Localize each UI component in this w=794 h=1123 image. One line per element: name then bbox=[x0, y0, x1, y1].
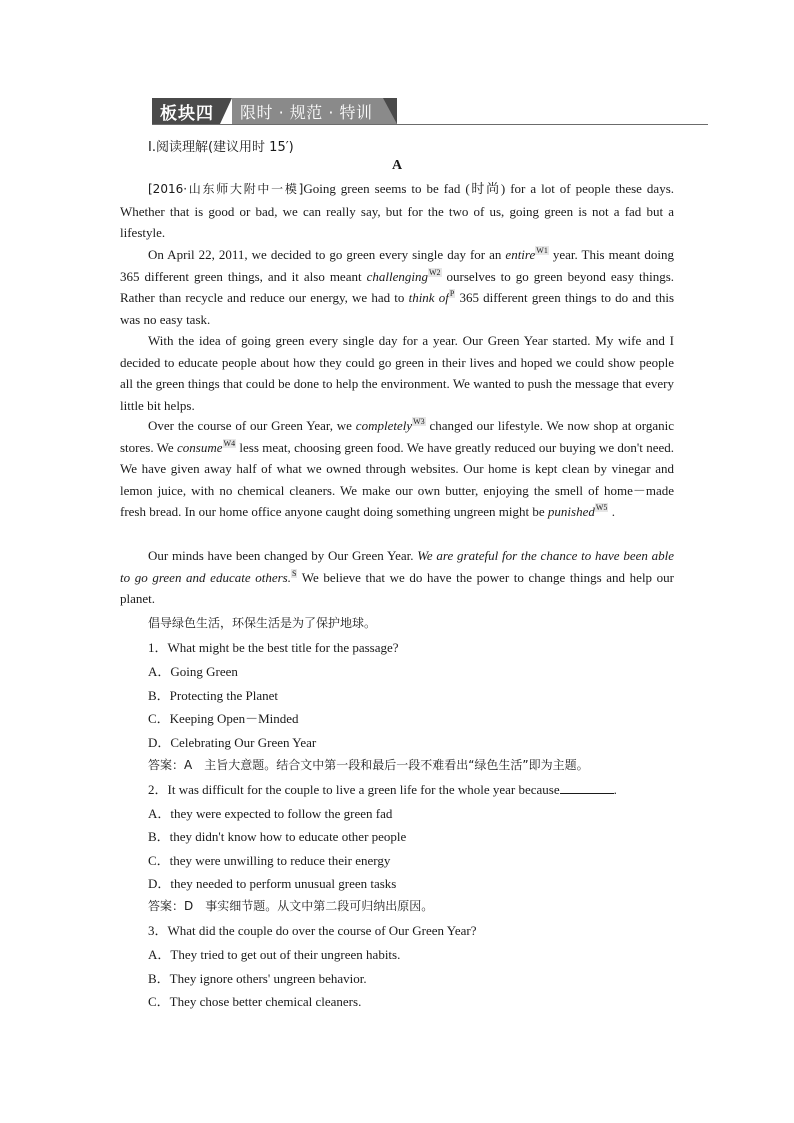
summary-note: 倡导绿色生活，环保生活是为了保护地球。 bbox=[148, 616, 377, 630]
paragraph-2-text-b: year. This meant doing 365 different green things, and it also meant bbox=[120, 247, 675, 284]
question-3: 3．What did the couple do over the course of Our Green Year? bbox=[148, 923, 477, 938]
q2-option-c: C．they were unwilling to reduce their energy bbox=[148, 853, 391, 868]
q1-option-c: C．Keeping Open－Minded bbox=[148, 711, 299, 726]
q2-option-b: B．they didn't know how to educate other people bbox=[148, 829, 407, 844]
phrase-think-of: think of bbox=[408, 290, 449, 305]
paragraph-3-text: With the idea of going green every single day for a year. Our Green Year started. My wife and I decided to educate people about how they could go green in their lives and hoped we could show people all the green things that could be done to help the environment. We wanted to push the message that every little bit helps. bbox=[120, 333, 674, 413]
paragraph-5-text-b: We believe that we do have the power to change things and help our planet. bbox=[120, 569, 674, 606]
passage-letter: A bbox=[391, 158, 403, 173]
q2-answer: 答案：D 事实细节题。从文中第二段可归纳出原因。 bbox=[148, 899, 434, 913]
question-1: 1．What might be the best title for the passage? bbox=[148, 640, 399, 655]
paragraph-2-text-d: 365 different green things to do and this was no easy task. bbox=[120, 290, 675, 327]
paragraph-4-text-b: changed our lifestyle. We now shop at organic stores. We bbox=[120, 418, 674, 455]
section-banner bbox=[152, 98, 708, 126]
block-subtitle: 限时 · 规范 · 特训 bbox=[240, 102, 373, 122]
q3-option-a: A．They tried to get out of their ungreen habits. bbox=[148, 947, 401, 962]
q3-option-b: B．They ignore others' ungreen behavior. bbox=[148, 971, 367, 986]
paragraph-4 bbox=[120, 415, 674, 523]
word-consume: consume bbox=[177, 439, 223, 455]
question-2-end: . bbox=[613, 782, 617, 797]
marker-s: S bbox=[291, 568, 297, 578]
paragraph-4-text-c: less meat, choosing green food. We have greatly reduced our buying we don't need. We have given away half of what we owned through websites. Our home is kept clean by vinegar and lemon juice, with no chemical cleaners. We make our own butter, enjoying the smell of home－made fresh bread. In our home office anyone caught doing something ungreen might be bbox=[120, 439, 674, 519]
banner-box bbox=[152, 98, 397, 124]
q2-option-a: A．they were expected to follow the green fad bbox=[148, 806, 393, 821]
q1-answer: 答案：A 主旨大意题。结合文中第一段和最后一段不难看出“绿色生活”即为主题。 bbox=[148, 758, 589, 772]
banner-subtitle-box bbox=[232, 98, 383, 124]
question-2-text: 2．It was difficult for the couple to live a green life for the whole year because bbox=[148, 782, 560, 797]
marker-p: P bbox=[449, 289, 455, 298]
paragraph-1-text: Going green seems to be fad (时尚) for a lot of people these days. Whether that is good or bad, we can really say, but for the two of us, going green is not a fad but a lifestyle. bbox=[120, 181, 675, 240]
word-challenging: challenging bbox=[366, 268, 428, 284]
q1-option-a: A．Going Green bbox=[148, 664, 238, 679]
banner-rule bbox=[152, 124, 708, 125]
paragraph-5-text-a: Our minds have been changed by Our Green Year. bbox=[148, 548, 418, 563]
word-entire: entire bbox=[505, 247, 536, 262]
q1-option-d: D．Celebrating Our Green Year bbox=[148, 735, 317, 750]
sentence-grateful: We are grateful for the chance to have been able to go green and educate others. bbox=[120, 548, 675, 585]
paragraph-2-text-a: On April 22, 2011, we decided to go green every single day for an bbox=[148, 247, 506, 262]
paragraph-1 bbox=[120, 178, 674, 244]
paragraph-3 bbox=[120, 330, 674, 416]
block-title: 板块四 bbox=[160, 103, 214, 124]
question-2 bbox=[148, 779, 617, 798]
marker-w4: W4 bbox=[223, 438, 236, 448]
q2-option-d: D．they needed to perform unusual green tasks bbox=[148, 876, 397, 891]
banner-end bbox=[383, 98, 397, 124]
paragraph-2 bbox=[120, 244, 674, 330]
word-punished: punished bbox=[547, 504, 595, 519]
marker-w3: W3 bbox=[413, 417, 425, 426]
source-tag: [2016·山东师大附中一模] bbox=[148, 182, 304, 196]
marker-w1: W1 bbox=[536, 246, 548, 255]
paragraph-4-text-a: Over the course of our Green Year, we bbox=[148, 418, 356, 433]
q1-option-b: B．Protecting the Planet bbox=[148, 688, 278, 703]
marker-w5: W5 bbox=[595, 503, 608, 512]
q3-option-c: C．They chose better chemical cleaners. bbox=[148, 994, 362, 1009]
paragraph-2-text-c: ourselves to go green beyond easy things. Rather than recycle and reduce our energy, we had to bbox=[120, 268, 674, 305]
marker-w2: W2 bbox=[428, 267, 441, 277]
word-completely: completely bbox=[355, 418, 413, 433]
section-label: Ⅰ.阅读理解(建议用时 15′) bbox=[148, 140, 294, 155]
banner-slash bbox=[220, 98, 232, 124]
answer-blank bbox=[560, 783, 614, 794]
paragraph-5 bbox=[120, 545, 674, 610]
paragraph-4-text-d: . bbox=[608, 504, 615, 519]
